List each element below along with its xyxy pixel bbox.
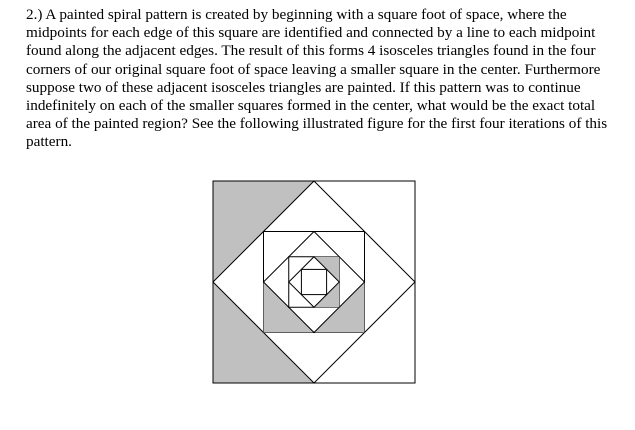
problem-text: 2.) A painted spiral pattern is created by beginning with a square foot of space, where the midpoints for each edge of this square are identified and connected by a line to each midpoint found along the adjacent edges. The result of this forms 4 isosceles triangles found in the four corners of our original square foot of space leaving a smaller square in the center. Furthermore suppose two of these adjacent isosceles triangles are painted. If this pattern was to continue indefinitely on each of the smaller squares formed in the center, what would be the exact total area of the painted region? See the following illustrated figure for the first four iterations of this pattern. (26, 6, 608, 151)
spiral-figure-svg (212, 180, 416, 384)
square-iteration-4 (301, 269, 326, 294)
spiral-figure (212, 180, 416, 384)
